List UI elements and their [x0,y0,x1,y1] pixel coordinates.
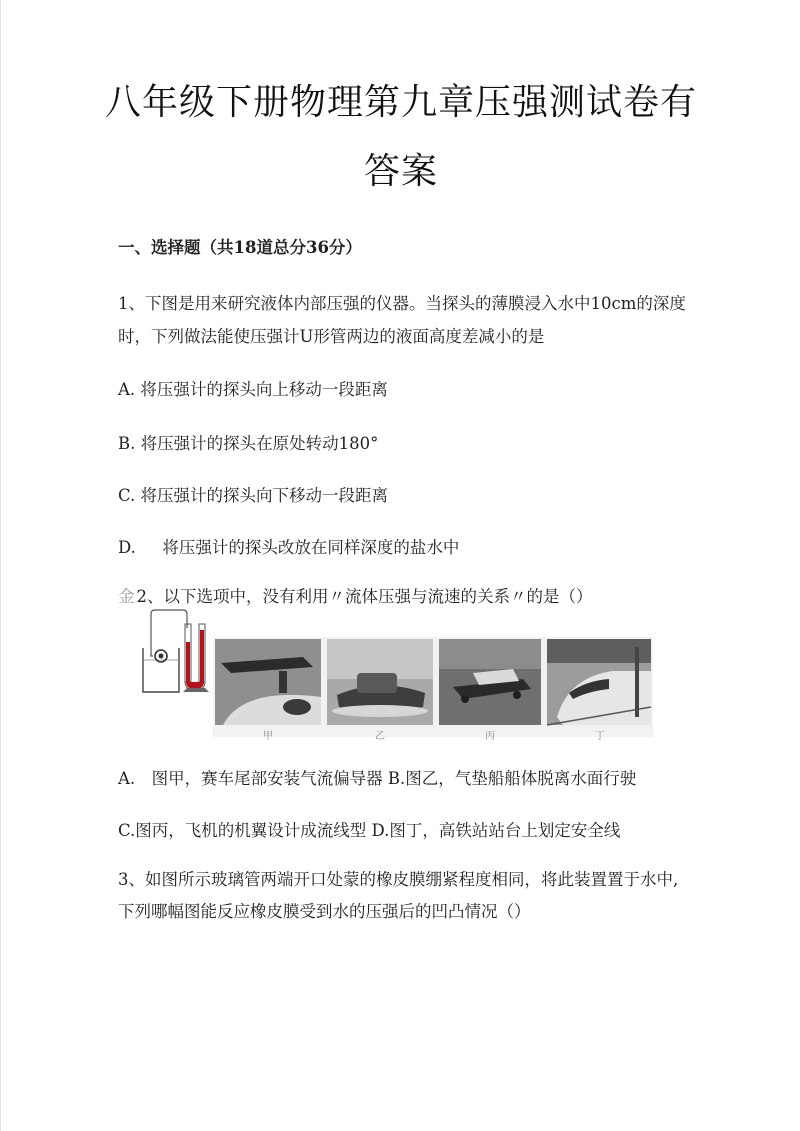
option-text: 将压强计的探头向下移动一段距离 [140,486,389,505]
question-1-option-c [118,482,388,506]
option-label: A. [118,380,136,399]
question-1-option-a [118,376,388,400]
document-title-line2: 答案 [363,151,438,192]
option-label: B. [118,434,136,453]
option-text: 将压强计的探头向上移动一段距离 [140,380,388,399]
document-title-line1: 八年级下册物理第九章压强测试卷有 [104,82,697,123]
option-text: 将压强计的探头改放在同样深度的盐水中 [162,538,460,557]
option-label: C. [118,486,136,505]
photo-label-bing: 丙 [485,731,495,742]
manometer-figure [139,608,211,696]
question-1-stem-line2: 时，下列做法能使压强计U形管两边的液面高度差减小的是 [118,327,545,346]
question-2-options-line1: A. 图甲，赛车尾部安装气流偏导器 B.图乙，气垫船船体脱离水面行驶 [118,769,637,788]
question-1-stem-line1: 1、下图是用来研究液体内部压强的仪器。当探头的薄膜浸入水中10cm的深度 [118,294,686,313]
photo-high-speed-train [547,639,651,725]
photo-label-ding: 丁 [595,731,605,742]
question-3-stem-line1: 3、如图所示玻璃管两端开口处蒙的橡皮膜绷紧程度相同，将此装置置于水中, [118,870,679,889]
photo-hovercraft [327,639,433,725]
question-2-options-line2: C.图丙，飞机的机翼设计成流线型 D.图丁，高铁站站台上划定安全线 [118,821,621,840]
photo-airplane-wing [439,639,541,725]
question-2-photo-strip [213,637,653,737]
question-2-text: 2、以下选项中，没有利用〃流体压强与流速的关系〃的是（） [136,587,593,606]
question-1-option-d [118,534,459,558]
option-label: D. [118,538,136,557]
question-1-option-b [118,430,378,454]
photo-race-car-spoiler [215,639,321,725]
photo-label-yi: 乙 [375,731,385,742]
stray-mark: 金 [118,587,135,606]
photo-label-jia: 甲 [263,731,273,742]
question-2-stem [118,583,593,607]
option-text: 将压强计的探头在原处转动180° [140,434,379,453]
question-3-stem-line2: 下列哪幅图能反应橡皮膜受到水的压强后的凹凸情况（） [118,902,531,921]
section-heading: 一、选择题（共18道总分36分） [118,238,362,257]
